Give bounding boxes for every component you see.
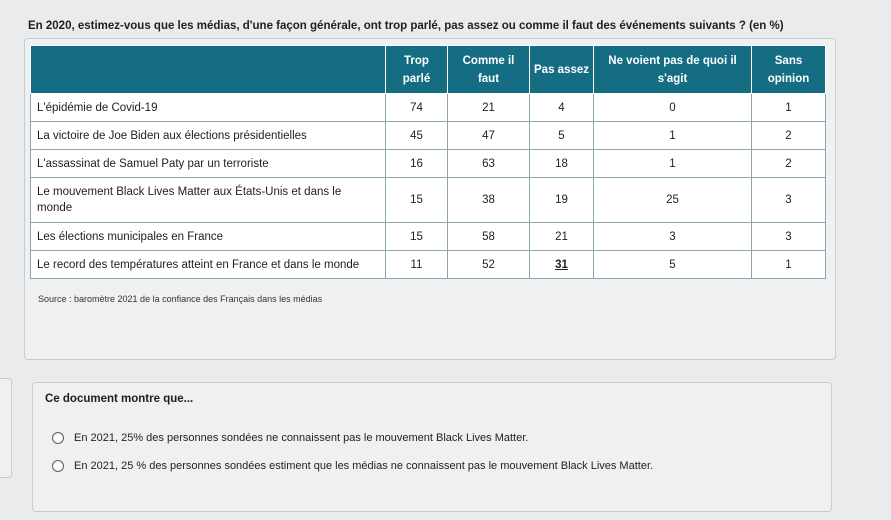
table-header-row xyxy=(31,46,826,94)
cell-value: 1 xyxy=(594,122,752,150)
cell-value: 47 xyxy=(448,122,530,150)
cell-value: 11 xyxy=(386,251,448,279)
cell-value: 2 xyxy=(752,122,826,150)
radio-button-icon[interactable] xyxy=(52,460,64,472)
cell-value: 2 xyxy=(752,150,826,178)
row-label: L'épidémie de Covid-19 xyxy=(31,94,386,122)
row-label: Le record des températures atteint en France et dans le monde xyxy=(31,251,386,279)
row-label: Le mouvement Black Lives Matter aux États-Unis et dans le monde xyxy=(31,178,386,223)
cell-value: 16 xyxy=(386,150,448,178)
cell-value: 52 xyxy=(448,251,530,279)
cell-value: 1 xyxy=(752,94,826,122)
table-row xyxy=(31,223,826,251)
source-note: Source : baromètre 2021 de la confiance des Français dans les médias xyxy=(38,294,323,304)
cell-value: 4 xyxy=(530,94,594,122)
row-label: Les élections municipales en France xyxy=(31,223,386,251)
cell-value: 3 xyxy=(752,178,826,223)
header-comme-il-faut: Comme il faut xyxy=(448,46,530,94)
header-sans-opinion: Sans opinion xyxy=(752,46,826,94)
header-ne-voient-pas: Ne voient pas de quoi il s'agit xyxy=(594,46,752,94)
survey-table xyxy=(30,45,826,279)
table-row xyxy=(31,94,826,122)
header-trop-parle: Trop parlé xyxy=(386,46,448,94)
table-row xyxy=(31,122,826,150)
cell-value: 45 xyxy=(386,122,448,150)
cell-value: 15 xyxy=(386,178,448,223)
question-title: En 2020, estimez-vous que les médias, d'une façon générale, ont trop parlé, pas assez ou comme il faut des événements suivants ? (en %) xyxy=(28,20,784,32)
cell-value: 63 xyxy=(448,150,530,178)
cell-value-highlighted: 31 xyxy=(530,251,594,279)
table-row xyxy=(31,178,826,223)
cell-value: 15 xyxy=(386,223,448,251)
row-label: L'assassinat de Samuel Paty par un terroriste xyxy=(31,150,386,178)
answer-option-label: En 2021, 25 % des personnes sondées estiment que les médias ne connaissent pas le mouvement Black Lives Matter. xyxy=(74,460,654,472)
previous-card-edge xyxy=(0,378,12,478)
header-empty xyxy=(31,46,386,94)
cell-value: 21 xyxy=(530,223,594,251)
cell-value: 3 xyxy=(594,223,752,251)
header-pas-assez: Pas assez xyxy=(530,46,594,94)
answer-option-label: En 2021, 25% des personnes sondées ne connaissent pas le mouvement Black Lives Matter. xyxy=(74,432,529,444)
cell-value: 58 xyxy=(448,223,530,251)
cell-value: 1 xyxy=(752,251,826,279)
cell-value: 5 xyxy=(594,251,752,279)
cell-value: 3 xyxy=(752,223,826,251)
table-row xyxy=(31,150,826,178)
cell-value: 19 xyxy=(530,178,594,223)
cell-value: 21 xyxy=(448,94,530,122)
row-label: La victoire de Joe Biden aux élections présidentielles xyxy=(31,122,386,150)
cell-value: 1 xyxy=(594,150,752,178)
radio-button-icon[interactable] xyxy=(52,432,64,444)
cell-value: 18 xyxy=(530,150,594,178)
answer-option-1[interactable] xyxy=(52,432,528,444)
cell-value: 74 xyxy=(386,94,448,122)
cell-value: 25 xyxy=(594,178,752,223)
cell-value: 0 xyxy=(594,94,752,122)
cell-value: 5 xyxy=(530,122,594,150)
quiz-prompt: Ce document montre que... xyxy=(45,393,194,405)
table-row xyxy=(31,251,826,279)
cell-value: 38 xyxy=(448,178,530,223)
answer-option-2[interactable] xyxy=(52,460,653,472)
